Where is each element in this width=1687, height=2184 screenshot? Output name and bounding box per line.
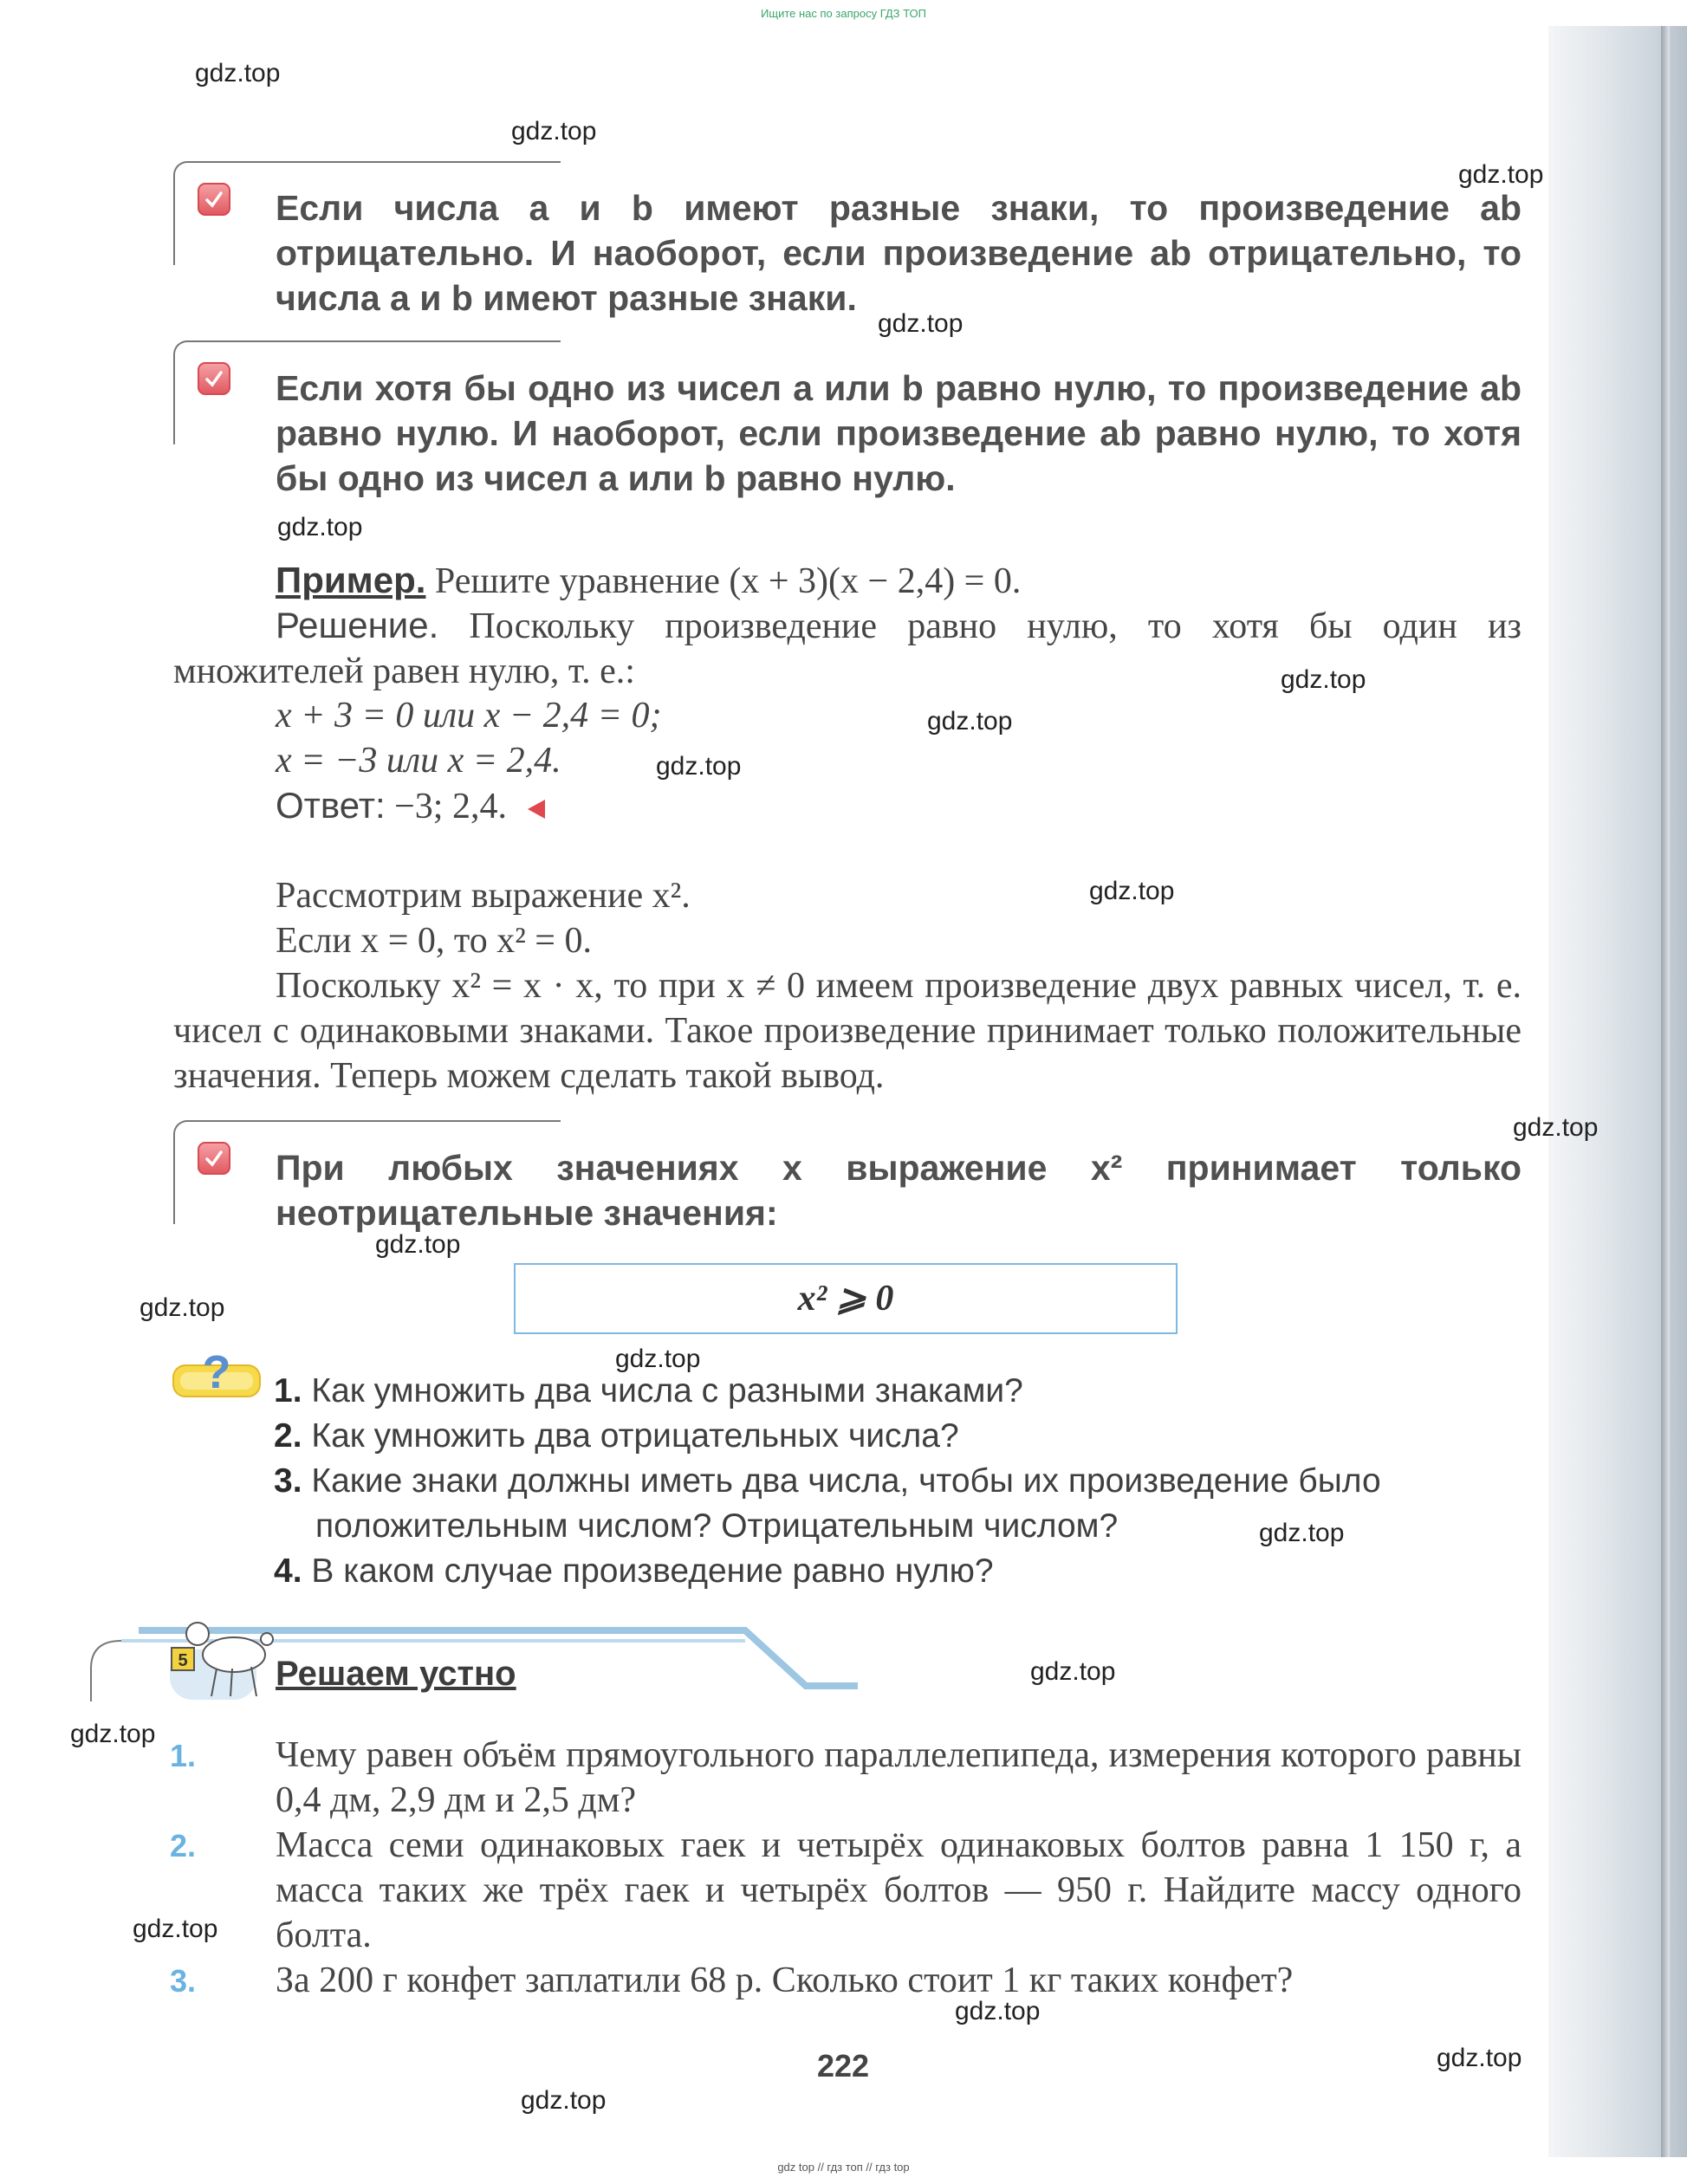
end-of-example-icon [528,800,545,819]
solution-step-2: x = −3 или x = 2,4. [276,741,561,781]
task-text: За 200 г конфет заплатили 68 р. Сколько стоит 1 кг таких конфет? [276,1960,1294,2000]
watermark: gdz.top [277,513,363,541]
watermark: gdz.top [1259,1519,1345,1547]
watermark: gdz.top [1513,1113,1599,1142]
page-edge-shadow [1548,26,1687,2157]
question-number: 2. [274,1417,302,1455]
question-text: Как умножить два отрицательных числа? [311,1417,959,1455]
question-number: 4. [274,1552,302,1590]
example-label: Пример. [276,560,426,600]
question-number: 1. [274,1372,302,1410]
watermark: gdz.top [656,752,742,781]
watermark: gdz.top [521,2086,607,2115]
question-text: В каком случае произведение равно нулю? [311,1552,994,1590]
discussion-paragraph: Поскольку x² = x · x, то при x ≠ 0 имеем произведение двух равных чисел, т. е. чисел с одинаковыми знаками. Такое произведение принимает только положительные значения. Теперь можем сделать такой вывод. [173,966,1522,1096]
watermark: gdz.top [70,1720,156,1748]
task-text: Чему равен объём прямоугольного параллелепипеда, измерения которого равны 0,4 дм, 2,9 дм и 2,5 дм? [276,1735,1522,1820]
bottom-banner[interactable]: gdz top // гдз топ // гдз top [777,2161,910,2174]
solution-text: Поскольку произведение равно нулю, то хотя бы один из множителей равен нулю, т. е.: [173,606,1522,691]
solution-label: Решение. [276,605,439,645]
watermark: gdz.top [1281,665,1366,694]
watermark: gdz.top [511,117,597,146]
question-text: Какие знаки должны иметь два числа, чтобы их произведение было положительным числом? Отрицательным числом? [311,1462,1381,1545]
watermark: gdz.top [1458,160,1544,189]
solution-step-1: x + 3 = 0 или x − 2,4 = 0; [276,696,662,736]
page-number: 222 [817,2048,870,2084]
checkmark-icon [198,1142,230,1175]
answer-label: Ответ: [276,785,386,826]
rule-multiply-signs: Если числа a и b имеют разные знаки, то произведение ab отрицательно. И наоборот, если произведение ab отрицательно, то числа a и b имеют разные знаки. [276,188,1522,318]
watermark: gdz.top [955,1997,1041,2025]
checkmark-icon [198,183,230,216]
watermark: gdz.top [878,309,964,338]
page-fold [1661,26,1670,2157]
solution-paragraph [173,603,1522,694]
watermark: gdz.top [1437,2044,1522,2072]
answer-value: −3; 2,4. [394,787,507,826]
task-text: Масса семи одинаковых гаек и четырёх одинаковых болтов равна 1 150 г, а масса таких же трёх гаек и четырёх болтов — 950 г. Найдите массу одного болта. [276,1825,1522,1955]
watermark: gdz.top [375,1230,461,1259]
rule-zero-product: Если хотя бы одно из чисел a или b равно нулю, то произведение ab равно нулю. И наоборот, если произведение ab равно нулю, то хотя бы одно из чисел a или b равно нулю. [276,368,1522,498]
checkmark-icon [198,362,230,395]
section-badge: 5 [178,1651,188,1670]
watermark: gdz.top [1030,1657,1116,1686]
watermark: gdz.top [615,1345,701,1373]
task-number: 3. [170,1963,197,1999]
task-number: 1. [170,1738,197,1773]
watermark: gdz.top [140,1293,225,1322]
watermark: gdz.top [195,59,281,87]
svg-text:?: ? [202,1350,231,1398]
rule-square-nonnegative: При любых значениях x выражение x² принимает только неотрицательные значения: [276,1148,1522,1233]
watermark: gdz.top [927,707,1013,736]
top-banner[interactable]: Ищите нас по запросу ГДЗ ТОП [761,7,926,20]
watermark: gdz.top [133,1915,218,1943]
discussion-line-1: Рассмотрим выражение x². [276,876,691,916]
question-icon [172,1350,262,1400]
watermark: gdz.top [1089,877,1175,905]
example-task: Решите уравнение (x + 3)(x − 2,4) = 0. [434,561,1022,601]
section-title: Решаем устно [276,1655,516,1693]
formula-box: x² ⩾ 0 [514,1263,1178,1334]
discussion-line-2: Если x = 0, то x² = 0. [276,921,592,961]
task-number: 2. [170,1828,197,1863]
question-number: 3. [274,1462,302,1500]
question-text: Как умножить два числа с разными знаками? [311,1372,1023,1410]
